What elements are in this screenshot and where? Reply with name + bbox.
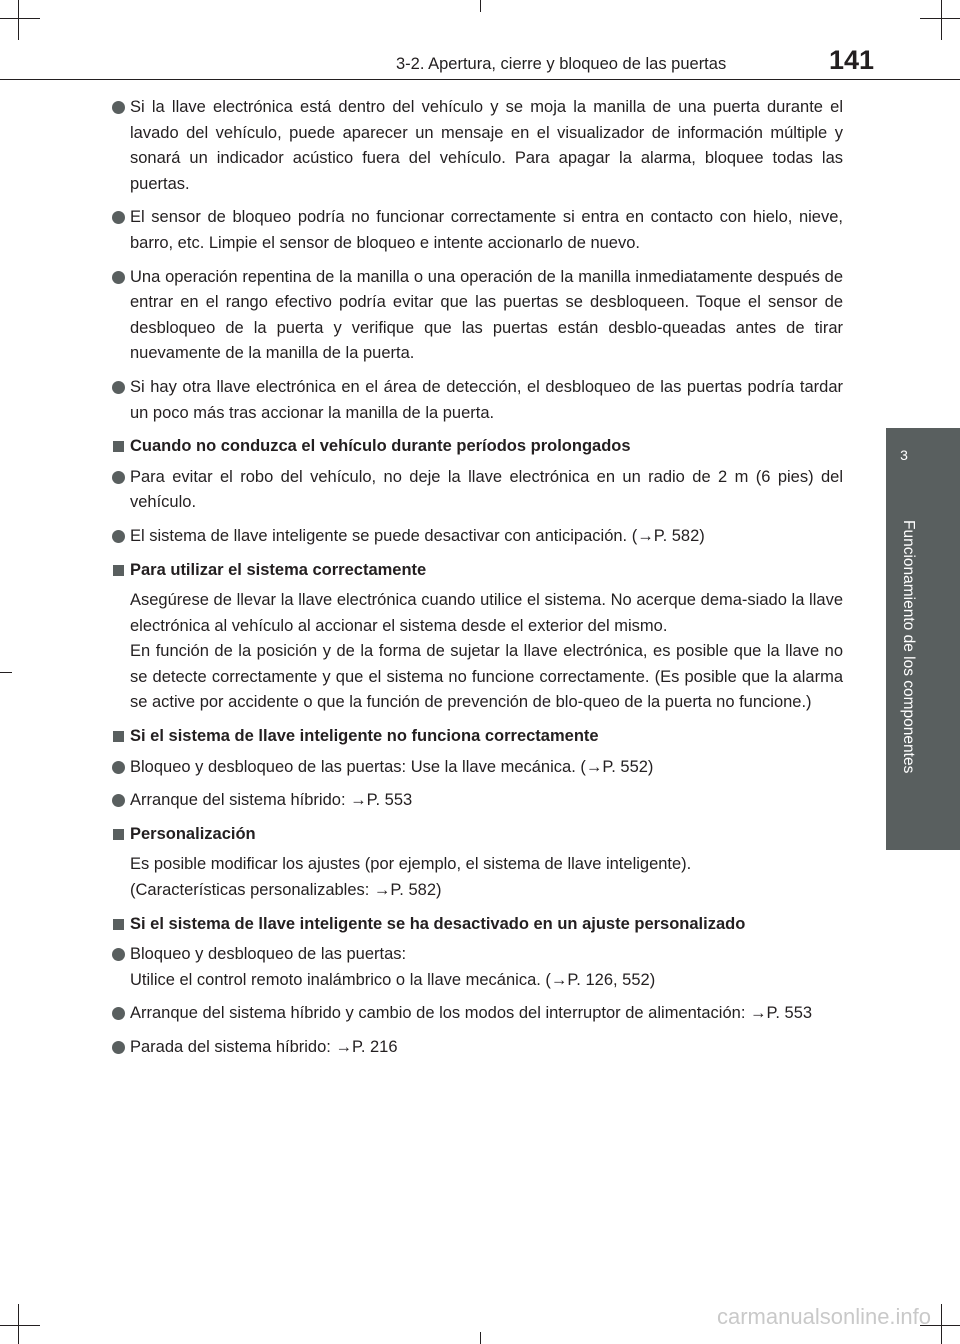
list-item xyxy=(111,1035,843,1061)
list-item-text: Utilice el control remoto inalámbrico o la llave mecánica. (→P. 126, 552) xyxy=(130,970,656,989)
bullet-icon xyxy=(112,794,125,807)
section-heading xyxy=(111,912,843,938)
list-item-text: Para evitar el robo del vehículo, no deje la llave electrónica en un radio de 2 m (6 pies) del vehículo. xyxy=(130,467,843,512)
list-item xyxy=(111,788,843,814)
square-bullet-icon xyxy=(113,829,124,840)
list-item-text: El sensor de bloqueo podría no funcionar correctamente si entra en contacto con hielo, nieve, barro, etc. Limpie el sensor de bloqueo e intente accionarlo de nuevo. xyxy=(130,208,843,252)
list-item xyxy=(111,205,843,256)
list-item-text: Una operación repentina de la manilla o una operación de la manilla inmediatamente después de entrar en el rango efectivo podría evitar que las puertas se desbloqueen. Toque el sensor de desbloqueo de la puerta y verifique que las puertas están desblo-queadas antes de tirar nuevamente de la manilla de la puerta. xyxy=(130,267,843,363)
list-item-text: El sistema de llave inteligente se puede desactivar con anticipación. (→P. 582) xyxy=(130,526,705,545)
paragraph xyxy=(111,852,843,903)
section-title: 3-2. Apertura, cierre y bloqueo de las puertas xyxy=(396,55,727,73)
list-item xyxy=(111,95,843,197)
crop-mark xyxy=(480,0,481,12)
list-item-text: Bloqueo y desbloqueo de las puertas: xyxy=(130,945,407,964)
crop-mark xyxy=(18,1304,19,1344)
paragraph-text: En función de la posición y de la forma de sujetar la llave electrónica, es posible que la llave no se detecte correctamente y que el sistema no funcione correctamente. (Es posible que la alarma se active por accidente o que la función de prevención de blo-queo de la puerta no funcione.) xyxy=(130,642,843,712)
list-item xyxy=(111,375,843,426)
bullet-icon xyxy=(112,530,125,543)
bullet-icon xyxy=(112,761,125,774)
crop-mark xyxy=(0,1325,40,1326)
crop-mark xyxy=(480,1332,481,1344)
list-item-text: Arranque del sistema híbrido: →P. 553 xyxy=(130,791,413,810)
section-heading-text: Personalización xyxy=(130,824,256,843)
paragraph-text: (Características personalizables: →P. 582) xyxy=(130,881,442,900)
list-item xyxy=(111,265,843,367)
list-item-text: Arranque del sistema híbrido y cambio de los modos del interruptor de alimentación: →P. 553 xyxy=(130,1004,813,1023)
bullet-icon xyxy=(112,1007,125,1020)
square-bullet-icon xyxy=(113,919,124,930)
crop-mark xyxy=(941,0,942,40)
section-heading xyxy=(111,434,843,460)
chapter-title: Funcionamiento de los componentes xyxy=(900,520,917,774)
list-item xyxy=(111,1001,843,1027)
bullet-icon xyxy=(112,271,125,284)
bullet-icon xyxy=(112,381,125,394)
section-heading-text: Cuando no conduzca el vehículo durante períodos prolongados xyxy=(130,437,631,456)
watermark: carmanualsonline.info xyxy=(717,1304,932,1329)
square-bullet-icon xyxy=(113,731,124,742)
square-bullet-icon xyxy=(113,565,124,576)
header-rule xyxy=(0,79,960,80)
list-item-text: Si la llave electrónica está dentro del vehículo y se moja la manilla de una puerta durante el lavado del vehículo, puede aparecer un mensaje en el visualizador de información múltiple y sonará un indicador acústico fuera del vehículo. Para apagar la alarma, bloquee todas las puertas. xyxy=(130,98,843,193)
section-heading-text: Para utilizar el sistema correctamente xyxy=(130,560,427,579)
page-content xyxy=(111,95,843,1069)
bullet-icon xyxy=(112,471,125,484)
page-number: 141 xyxy=(828,45,874,75)
paragraph-text: Es posible modificar los ajustes (por ejemplo, el sistema de llave inteligente). xyxy=(130,855,692,874)
crop-mark xyxy=(18,0,19,40)
list-item-text: Si hay otra llave electrónica en el área de detección, el desbloqueo de las puertas podría tardar un poco más tras accionar la manilla de la puerta. xyxy=(130,377,843,422)
square-bullet-icon xyxy=(113,441,124,452)
list-item xyxy=(111,524,843,550)
crop-mark xyxy=(0,18,40,19)
chapter-number: 3 xyxy=(900,447,908,463)
crop-mark xyxy=(920,18,960,19)
bullet-icon xyxy=(112,1041,125,1054)
section-heading-text: Si el sistema de llave inteligente no funciona correctamente xyxy=(130,727,599,746)
section-heading xyxy=(111,558,843,584)
crop-mark xyxy=(0,672,12,673)
list-item xyxy=(111,755,843,781)
bullet-icon xyxy=(112,211,125,224)
paragraph xyxy=(111,588,843,716)
list-item-text: Bloqueo y desbloqueo de las puertas: Use la llave mecánica. (→P. 552) xyxy=(130,757,654,776)
list-item-text: Parada del sistema híbrido: →P. 216 xyxy=(130,1038,398,1056)
bullet-icon xyxy=(112,948,125,961)
section-heading xyxy=(111,724,843,750)
paragraph-text: Asegúrese de llevar la llave electrónica cuando utilice el sistema. No acerque dema-siado la llave electrónica al vehículo al accionar el sistema desde el exterior del mismo. xyxy=(130,591,843,635)
crop-mark xyxy=(941,1304,942,1344)
list-item xyxy=(111,465,843,516)
bullet-icon xyxy=(112,101,125,114)
list-item xyxy=(111,942,843,993)
section-heading xyxy=(111,822,843,848)
section-heading-text: Si el sistema de llave inteligente se ha desactivado en un ajuste personalizado xyxy=(130,914,746,933)
